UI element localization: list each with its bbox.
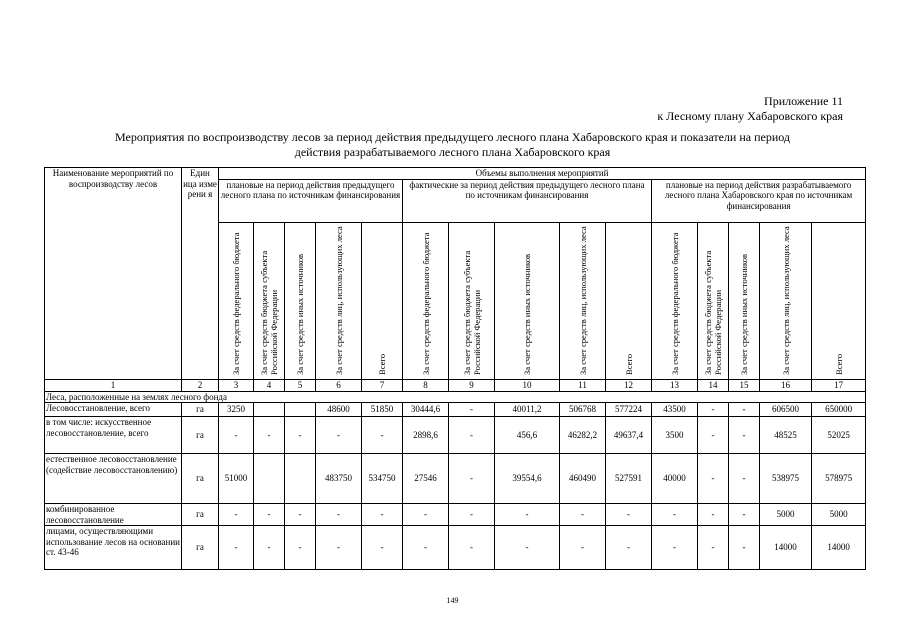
appendix-line-2: к Лесному плану Хабаровского края xyxy=(657,109,843,123)
row-value: 30444,6 xyxy=(403,403,449,417)
column-number: 7 xyxy=(362,380,403,392)
header-group-2: фактические за период действия предыдущего лесного плана по источникам финансирования xyxy=(403,179,652,222)
row-value: - xyxy=(403,526,449,570)
column-number: 16 xyxy=(760,380,812,392)
page-number: 149 xyxy=(446,596,459,605)
row-value: - xyxy=(219,504,254,526)
row-value: - xyxy=(560,526,606,570)
row-value: 14000 xyxy=(812,526,866,570)
row-value: 2898,6 xyxy=(403,417,449,454)
row-value: - xyxy=(698,417,729,454)
subheader-federal: За счет средств федерального бюджета xyxy=(231,232,241,375)
row-value: 14000 xyxy=(760,526,812,570)
row-value: - xyxy=(729,526,760,570)
row-value: - xyxy=(698,454,729,504)
row-value: - xyxy=(316,526,362,570)
title-line-2: действия разрабатываемого лесного плана Хабаровского края xyxy=(294,145,611,159)
title-line-1: Мероприятия по воспроизводству лесов за период действия предыдущего лесного плана Хабаровского края и показатели на период xyxy=(114,130,791,144)
row-name: комбинированное лесовосстановление xyxy=(45,504,182,526)
subheader-other: За счет средств иных источников xyxy=(522,253,532,375)
row-value: - xyxy=(698,504,729,526)
row-unit: га xyxy=(182,526,219,570)
table-row xyxy=(45,526,866,570)
row-value: - xyxy=(254,526,285,570)
row-value: 52025 xyxy=(812,417,866,454)
subheader-users: За счет средств лиц, использующих леса xyxy=(333,225,344,375)
row-value: - xyxy=(652,526,698,570)
row-value xyxy=(254,403,285,417)
row-value: 577224 xyxy=(606,403,652,417)
row-value: 3250 xyxy=(219,403,254,417)
subheader-other: За счет средств иных источников xyxy=(295,253,305,375)
row-name: в том числе: искусственное лесовосстановление, всего xyxy=(45,417,182,454)
row-unit: га xyxy=(182,403,219,417)
row-value xyxy=(285,403,316,417)
column-number: 15 xyxy=(729,380,760,392)
subheader-total: Всего xyxy=(377,353,387,375)
row-value: - xyxy=(495,504,560,526)
header-group-3: плановые на период действия разрабатываемого лесного плана Хабаровского края по источникам финансирования xyxy=(652,179,866,222)
section-row xyxy=(45,391,866,403)
row-value: 534750 xyxy=(362,454,403,504)
table-body xyxy=(45,403,866,570)
header-name: Наименование мероприятий по воспроизводству лесов xyxy=(45,168,182,380)
row-name: лицами, осуществляющими использование лесов на основании ст. 43-46 xyxy=(45,526,182,570)
column-number: 3 xyxy=(219,380,254,392)
row-value: - xyxy=(449,417,495,454)
subheader-subject: За счет средств бюджета субъекта Российской Федерации xyxy=(703,250,723,375)
row-unit: га xyxy=(182,504,219,526)
row-value: 51850 xyxy=(362,403,403,417)
row-value: 538975 xyxy=(760,454,812,504)
row-value xyxy=(254,454,285,504)
table-row xyxy=(45,454,866,504)
appendix-line-1: Приложение 11 xyxy=(764,94,843,108)
row-value: 456,6 xyxy=(495,417,560,454)
column-number: 17 xyxy=(812,380,866,392)
header-volumes: Объемы выполнения мероприятий xyxy=(219,168,866,180)
row-value: 5000 xyxy=(812,504,866,526)
row-value: - xyxy=(698,526,729,570)
row-value: - xyxy=(729,403,760,417)
subheader-federal: За счет средств федерального бюджета xyxy=(420,232,431,375)
row-unit: га xyxy=(182,417,219,454)
row-value: - xyxy=(362,504,403,526)
row-value: - xyxy=(254,417,285,454)
subheader-users: За счет средств лиц, использующих леса xyxy=(577,225,588,375)
row-value: 5000 xyxy=(760,504,812,526)
row-value: 506768 xyxy=(560,403,606,417)
appendix-caption xyxy=(657,94,843,124)
column-number: 11 xyxy=(560,380,606,392)
header-group-1: плановые на период действия предыдущего лесного плана по источникам финансирования xyxy=(219,179,403,222)
row-value: - xyxy=(316,417,362,454)
row-value: - xyxy=(652,504,698,526)
row-value: - xyxy=(316,504,362,526)
column-number: 9 xyxy=(449,380,495,392)
header-unit: Един ица изме рени я xyxy=(182,168,219,380)
reforestation-table xyxy=(44,167,866,570)
row-value: 40011,2 xyxy=(495,403,560,417)
row-value: 49637,4 xyxy=(606,417,652,454)
row-value: - xyxy=(362,526,403,570)
row-value: - xyxy=(698,403,729,417)
header-row-1 xyxy=(45,168,866,180)
row-value: - xyxy=(362,417,403,454)
page-title xyxy=(60,130,845,160)
row-value: - xyxy=(449,526,495,570)
subheader-users: За счет средств лиц, использующих леса xyxy=(780,225,791,375)
row-value: 48600 xyxy=(316,403,362,417)
row-value: - xyxy=(285,417,316,454)
row-value xyxy=(285,454,316,504)
subheader-other: За счет средств иных источников xyxy=(739,253,749,375)
row-value: - xyxy=(495,526,560,570)
row-value: 483750 xyxy=(316,454,362,504)
column-number: 6 xyxy=(316,380,362,392)
subheader-total: Всего xyxy=(623,353,634,375)
column-numbers-row xyxy=(45,380,866,392)
column-number: 10 xyxy=(495,380,560,392)
row-value: - xyxy=(219,526,254,570)
row-value: 578975 xyxy=(812,454,866,504)
row-value: 606500 xyxy=(760,403,812,417)
column-number: 12 xyxy=(606,380,652,392)
row-value: 27546 xyxy=(403,454,449,504)
row-value: - xyxy=(729,417,760,454)
row-value: 40000 xyxy=(652,454,698,504)
row-value: - xyxy=(254,504,285,526)
subheader-subject: За счет средств бюджета субъекта Российской Федерации xyxy=(259,250,279,375)
subheader-subject: За счет средств бюджета субъекта Российской Федерации xyxy=(461,250,482,375)
column-number: 8 xyxy=(403,380,449,392)
row-value: 650000 xyxy=(812,403,866,417)
row-value: 460490 xyxy=(560,454,606,504)
row-name: Лесовосстановление, всего xyxy=(45,403,182,417)
row-value: 39554,6 xyxy=(495,454,560,504)
row-value: - xyxy=(729,504,760,526)
table-row xyxy=(45,417,866,454)
row-value: - xyxy=(606,504,652,526)
row-value: - xyxy=(285,526,316,570)
row-value: - xyxy=(560,504,606,526)
subheader-federal: За счет средств федерального бюджета xyxy=(669,232,680,375)
row-value: - xyxy=(403,504,449,526)
row-value: - xyxy=(606,526,652,570)
row-value: - xyxy=(729,454,760,504)
row-value: - xyxy=(449,504,495,526)
row-value: 48525 xyxy=(760,417,812,454)
row-value: - xyxy=(285,504,316,526)
section-title: Леса, расположенные на землях лесного фонда xyxy=(45,391,866,403)
row-value: - xyxy=(219,417,254,454)
column-number: 1 xyxy=(45,380,182,392)
column-number: 4 xyxy=(254,380,285,392)
row-value: 527591 xyxy=(606,454,652,504)
subheader-total: Всего xyxy=(833,353,844,375)
row-value: - xyxy=(449,454,495,504)
row-value: 43500 xyxy=(652,403,698,417)
row-name: естественное лесовосстановление (содействие лесовосстановлению) xyxy=(45,454,182,504)
table-row xyxy=(45,504,866,526)
column-number: 14 xyxy=(698,380,729,392)
row-value: 46282,2 xyxy=(560,417,606,454)
column-number: 13 xyxy=(652,380,698,392)
row-unit: га xyxy=(182,454,219,504)
row-value: 3500 xyxy=(652,417,698,454)
column-number: 5 xyxy=(285,380,316,392)
row-value: - xyxy=(449,403,495,417)
row-value: 51000 xyxy=(219,454,254,504)
table-row xyxy=(45,403,866,417)
column-number: 2 xyxy=(182,380,219,392)
